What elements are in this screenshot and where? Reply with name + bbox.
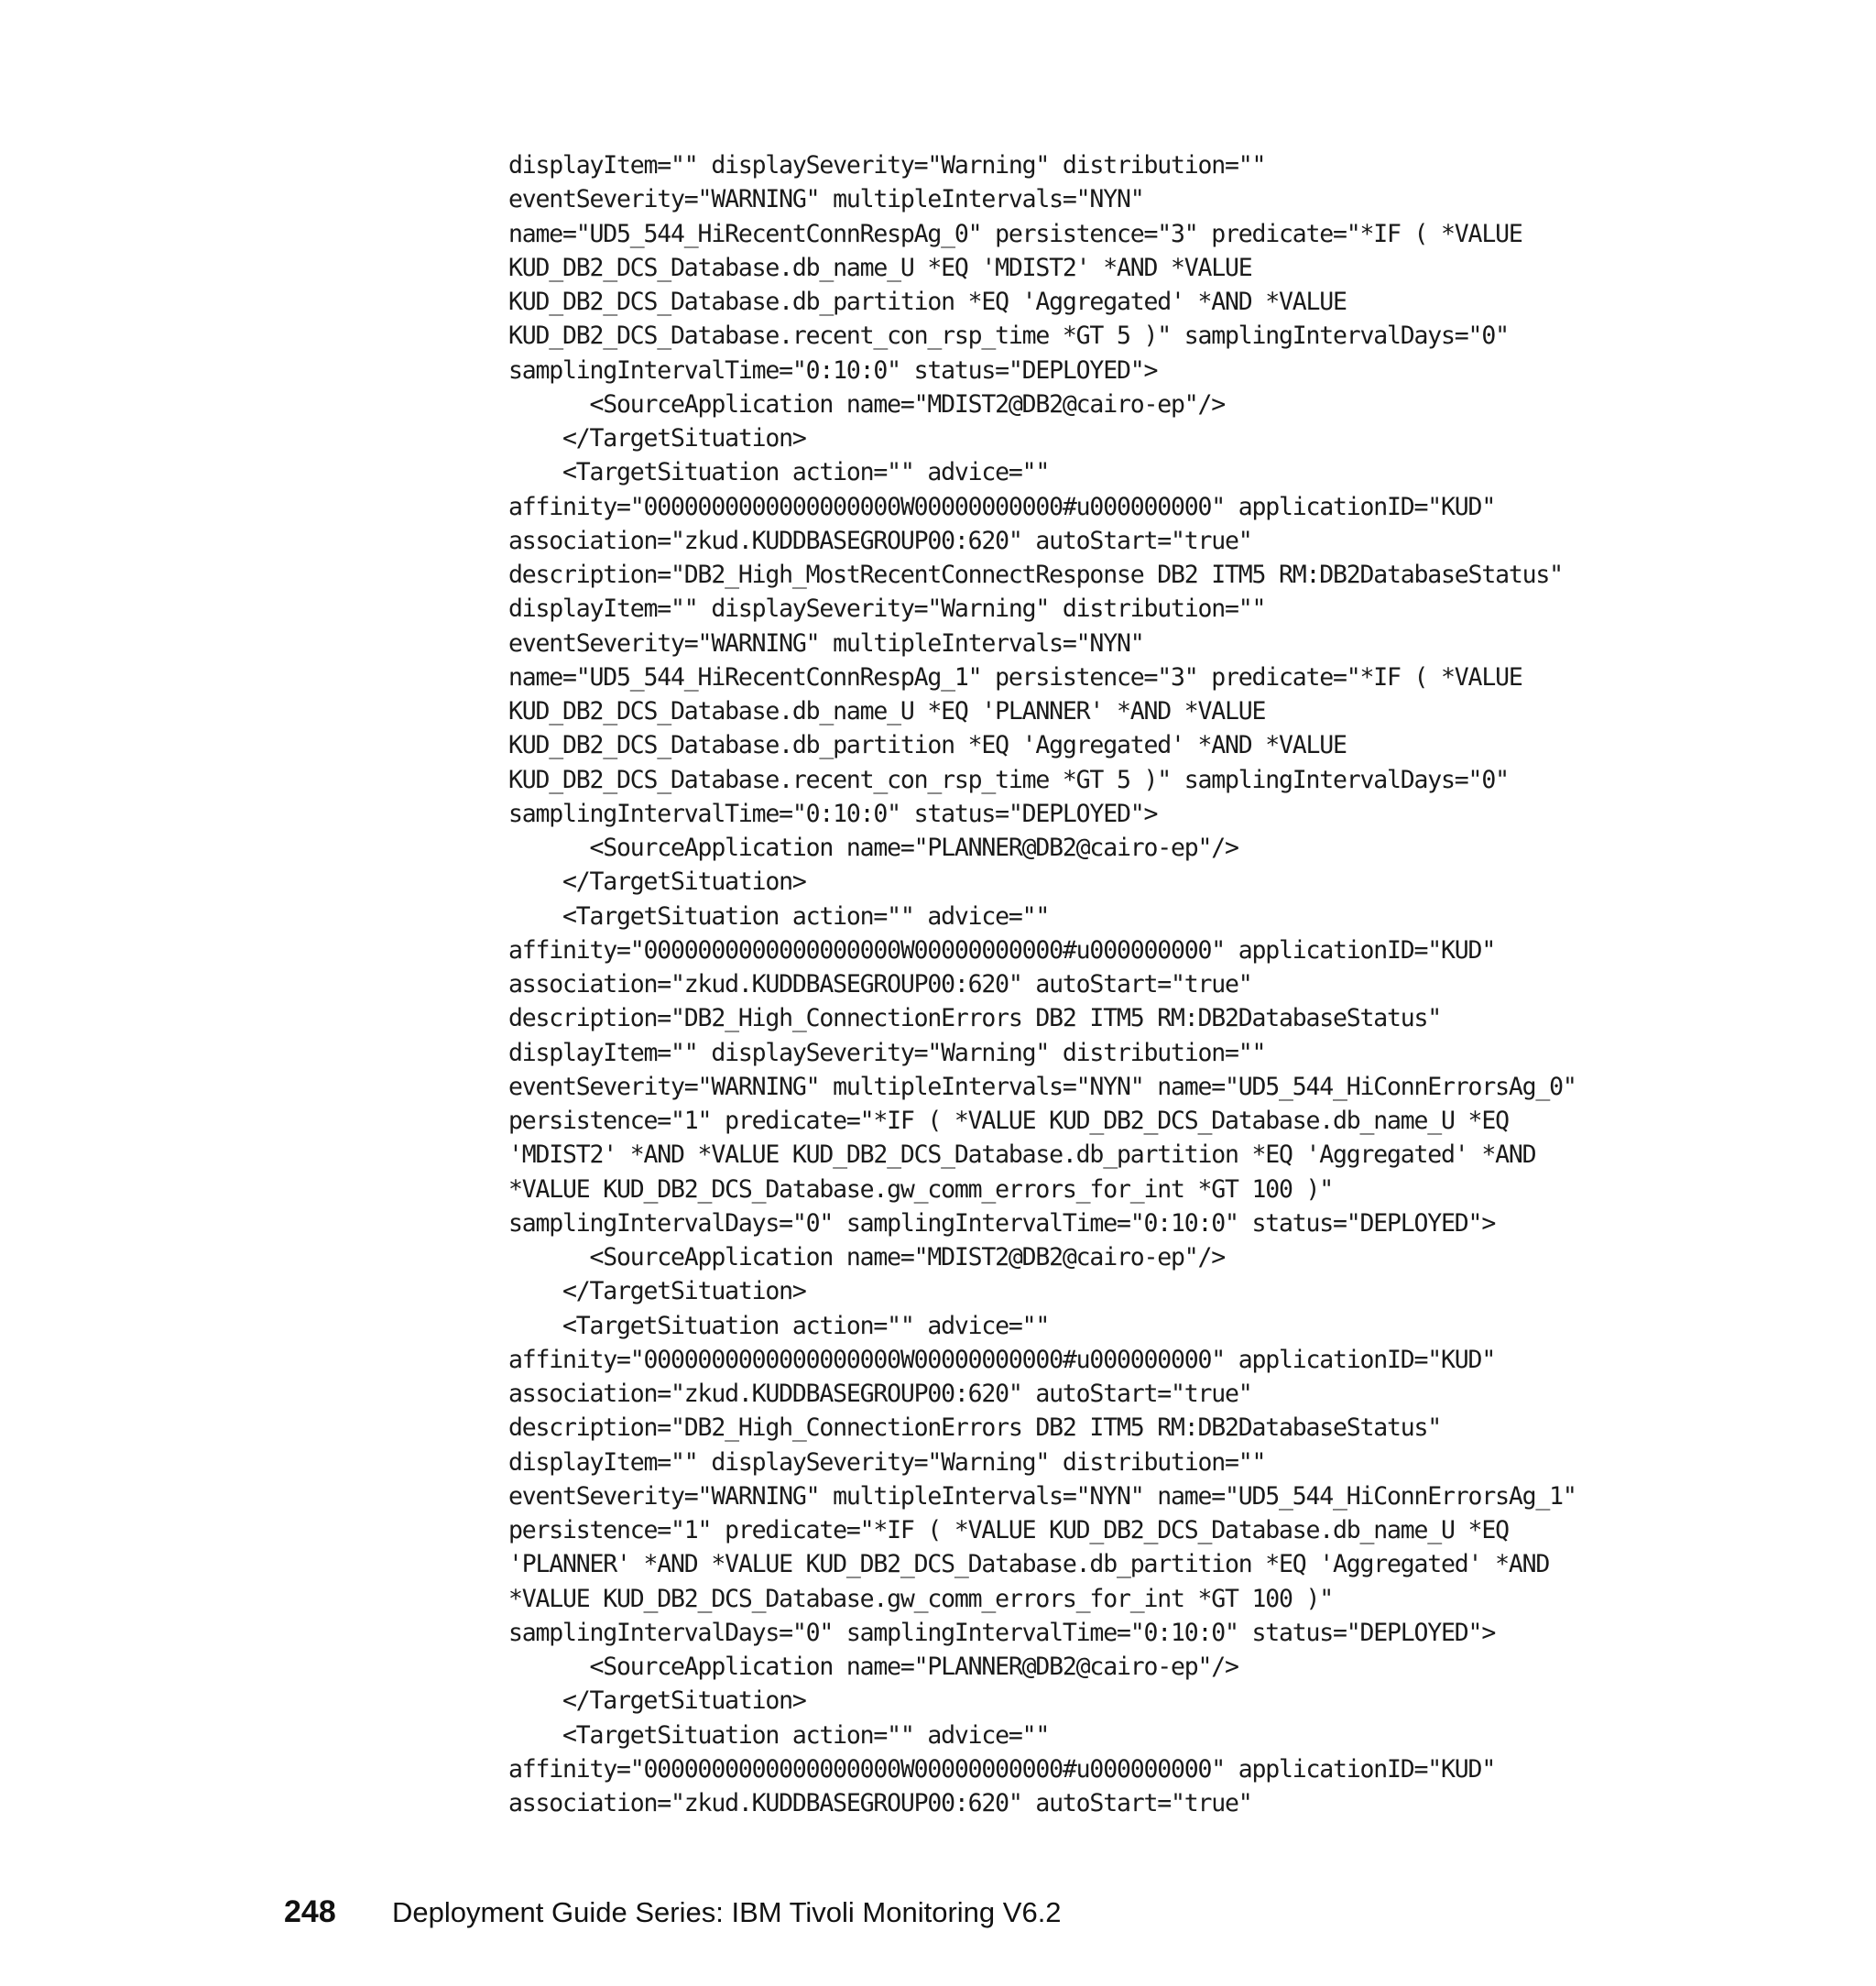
code-line: KUD_DB2_DCS_Database.recent_con_rsp_time *GT 5 )" samplingIntervalDays="0" — [508, 322, 1509, 351]
code-line: <TargetSituation action="" advice="" — [508, 458, 1050, 487]
code-line: KUD_DB2_DCS_Database.db_partition *EQ 'Aggregated' *AND *VALUE — [508, 731, 1347, 760]
code-line: <SourceApplication name="MDIST2@DB2@cairo-ep"/> — [508, 1243, 1225, 1271]
code-line: KUD_DB2_DCS_Database.db_partition *EQ 'Aggregated' *AND *VALUE — [508, 288, 1347, 316]
code-line: KUD_DB2_DCS_Database.db_name_U *EQ 'MDIST2' *AND *VALUE — [508, 253, 1252, 282]
code-line: description="DB2_High_ConnectionErrors DB2 ITM5 RM:DB2DatabaseStatus" — [508, 1413, 1442, 1443]
code-line: KUD_DB2_DCS_Database.db_name_U *EQ 'PLANNER' *AND *VALUE — [508, 697, 1266, 726]
code-line: affinity="0000000000000000000W00000000000#u000000000" applicationID="KUD" — [508, 1345, 1496, 1374]
code-line: *VALUE KUD_DB2_DCS_Database.gw_comm_errors_for_int *GT 100 )" — [508, 1174, 1334, 1204]
code-line: name="UD5_544_HiRecentConnRespAg_1" persistence="3" predicate="*IF ( *VALUE — [508, 662, 1522, 692]
book-title: Deployment Guide Series: IBM Tivoli Monitoring V6.2 — [392, 1896, 1062, 1928]
code-line: samplingIntervalDays="0" samplingIntervalTime="0:10:0" status="DEPLOYED"> — [508, 1618, 1496, 1647]
code-line: persistence="1" predicate="*IF ( *VALUE KUD_DB2_DCS_Database.db_name_U *EQ — [508, 1107, 1509, 1135]
code-line: <SourceApplication name="PLANNER@DB2@cairo-ep"/> — [508, 1653, 1238, 1681]
code-line: description="DB2_High_ConnectionErrors DB2 ITM5 RM:DB2DatabaseStatus" — [508, 1004, 1442, 1033]
code-line: samplingIntervalTime="0:10:0" status="DEPLOYED"> — [508, 799, 1158, 828]
code-line: eventSeverity="WARNING" multipleIntervals="NYN" name="UD5_544_HiConnErrorsAg_1" — [508, 1481, 1576, 1511]
code-line: <TargetSituation action="" advice="" — [508, 1720, 1050, 1750]
code-line: description="DB2_High_MostRecentConnectResponse DB2 ITM5 RM:DB2DatabaseStatus" — [508, 561, 1563, 589]
code-line: displayItem="" displaySeverity="Warning" distribution="" — [508, 595, 1266, 624]
code-line: *VALUE KUD_DB2_DCS_Database.gw_comm_errors_for_int *GT 100 )" — [508, 1584, 1334, 1613]
code-line: association="zkud.KUDDBASEGROUP00:620" autoStart="true" — [508, 970, 1252, 998]
code-line: </TargetSituation> — [508, 1686, 806, 1716]
code-line: affinity="0000000000000000000W00000000000#u000000000" applicationID="KUD" — [508, 935, 1496, 965]
code-line: affinity="0000000000000000000W00000000000#u000000000" applicationID="KUD" — [508, 492, 1496, 521]
code-line: affinity="0000000000000000000W00000000000#u000000000" applicationID="KUD" — [508, 1754, 1496, 1784]
code-line: </TargetSituation> — [508, 424, 806, 453]
code-listing — [508, 148, 1827, 1820]
code-line: </TargetSituation> — [508, 1277, 806, 1306]
page-footer — [284, 1894, 1062, 1930]
page-number: 248 — [284, 1894, 336, 1929]
code-line: displayItem="" displaySeverity="Warning" distribution="" — [508, 1038, 1266, 1067]
code-line: name="UD5_544_HiRecentConnRespAg_0" persistence="3" predicate="*IF ( *VALUE — [508, 219, 1522, 248]
code-line: persistence="1" predicate="*IF ( *VALUE KUD_DB2_DCS_Database.db_name_U *EQ — [508, 1516, 1509, 1544]
code-line: <SourceApplication name="PLANNER@DB2@cairo-ep"/> — [508, 834, 1238, 862]
code-line: association="zkud.KUDDBASEGROUP00:620" autoStart="true" — [508, 526, 1252, 555]
code-line: <SourceApplication name="MDIST2@DB2@cairo-ep"/> — [508, 389, 1225, 419]
code-line: eventSeverity="WARNING" multipleIntervals="NYN" — [508, 628, 1144, 658]
code-line: association="zkud.KUDDBASEGROUP00:620" autoStart="true" — [508, 1380, 1252, 1408]
code-line: <TargetSituation action="" advice="" — [508, 1311, 1050, 1340]
code-line: 'MDIST2' *AND *VALUE KUD_DB2_DCS_Database.db_partition *EQ 'Aggregated' *AND — [508, 1140, 1536, 1170]
code-line: KUD_DB2_DCS_Database.recent_con_rsp_time *GT 5 )" samplingIntervalDays="0" — [508, 765, 1509, 794]
code-line: 'PLANNER' *AND *VALUE KUD_DB2_DCS_Database.db_partition *EQ 'Aggregated' *AND — [508, 1550, 1550, 1579]
code-line: displayItem="" displaySeverity="Warning" distribution="" — [508, 151, 1266, 180]
code-line: samplingIntervalDays="0" samplingIntervalTime="0:10:0" status="DEPLOYED"> — [508, 1208, 1496, 1238]
code-line: eventSeverity="WARNING" multipleIntervals="NYN" name="UD5_544_HiConnErrorsAg_0" — [508, 1072, 1576, 1101]
code-line: </TargetSituation> — [508, 868, 806, 897]
code-line: <TargetSituation action="" advice="" — [508, 901, 1050, 931]
code-line: displayItem="" displaySeverity="Warning" distribution="" — [508, 1447, 1266, 1477]
code-line: eventSeverity="WARNING" multipleIntervals="NYN" — [508, 185, 1144, 214]
code-line: samplingIntervalTime="0:10:0" status="DEPLOYED"> — [508, 355, 1158, 385]
code-line: association="zkud.KUDDBASEGROUP00:620" autoStart="true" — [508, 1789, 1252, 1817]
